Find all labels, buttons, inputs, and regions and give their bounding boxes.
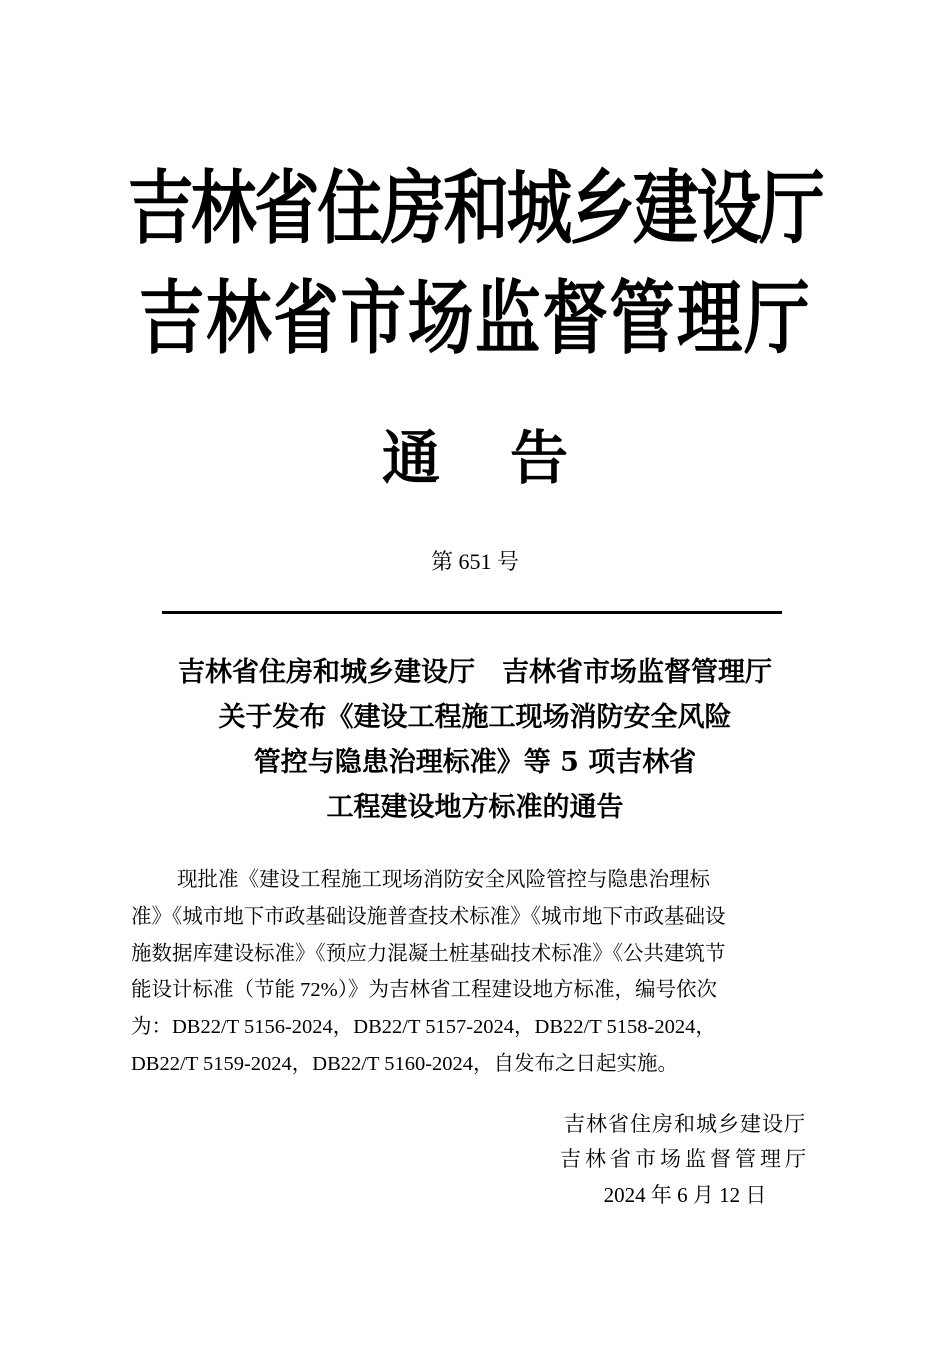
masthead-line-2: 吉林省市场监督管理厅: [138, 271, 812, 365]
notice-body: [131, 862, 825, 1083]
body-line-6: DB22/T 5159-2024，DB22/T 5160-2024，自发布之日起实施。: [131, 1052, 679, 1075]
body-line-2: 准》《城市地下市政基础设施普查技术标准》《城市地下市政基础设: [131, 905, 726, 928]
signature-date: 2024 年 6 月 12 日: [603, 1183, 767, 1207]
headline-line-4: 工程建设地方标准的通告: [326, 792, 624, 823]
masthead-line-1: 吉林省住房和城乡建设厅: [127, 161, 823, 255]
document-number: 第 651 号: [430, 549, 519, 574]
headline-line-3: 管控与隐患治理标准》等 5 项吉林省: [253, 747, 697, 778]
signature-org-1: 吉林省住房和城乡建设厅: [564, 1112, 806, 1136]
body-line-1: 现批准《建设工程施工现场消防安全风险管控与隐患治理标: [177, 869, 710, 891]
notice-headline: [100, 650, 850, 830]
body-line-4: 能设计标准（节能 72%）》为吉林省工程建设地方标准，编号依次: [131, 979, 717, 1002]
header-divider: [162, 611, 782, 614]
signature-org-2: 吉林省市场监督管理厅: [560, 1147, 810, 1171]
headline-line-1: 吉林省住房和城乡建设厅 吉林省市场监督管理厅: [178, 657, 772, 688]
body-line-5: 为：DB22/T 5156-2024，DB22/T 5157-2024，DB22/T 5158-2024，: [131, 1016, 716, 1039]
headline-line-2: 关于发布《建设工程施工现场消防安全风险: [218, 702, 732, 733]
notice-title: 通告: [381, 424, 638, 492]
body-line-3: 施数据库建设标准》《预应力混凝土桩基础技术标准》《公共建筑节: [131, 942, 726, 965]
